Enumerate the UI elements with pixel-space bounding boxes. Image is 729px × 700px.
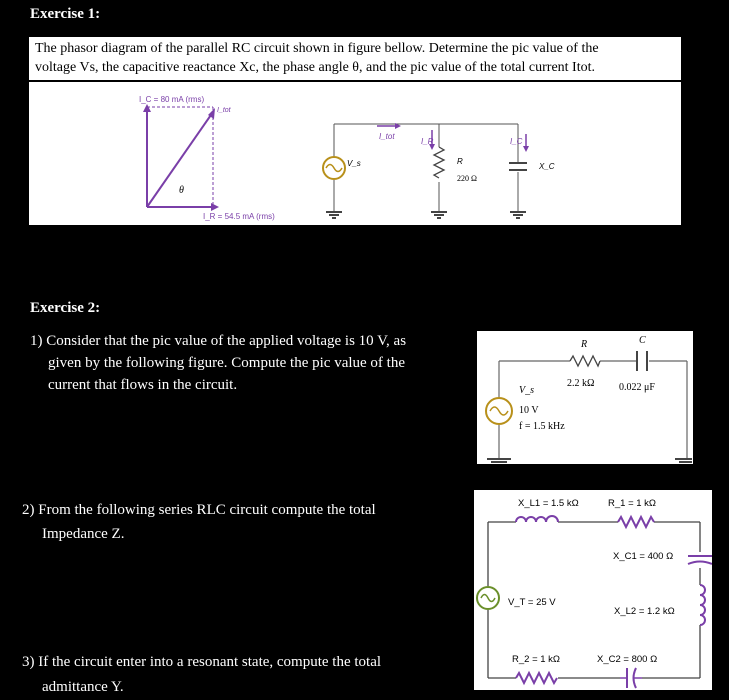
exercise-1-diagram — [29, 82, 681, 225]
question-2-line-2: Impedance Z. — [42, 526, 125, 542]
f-value: f = 1.5 kHz — [519, 421, 565, 432]
r1-label: R_1 = 1 kΩ — [608, 498, 657, 509]
ic-circuit-label: I_C — [510, 137, 523, 146]
resistor-r2 — [516, 673, 557, 683]
vs-label: V_s — [347, 159, 361, 168]
series-rc-circuit — [477, 331, 693, 464]
question-1-figure — [477, 331, 693, 464]
inductor-xl1 — [516, 516, 558, 522]
ic-phasor-label: I_C = 80 mA (rms) — [139, 95, 205, 104]
ground-symbols — [326, 212, 526, 218]
r2-label: R_2 = 1 kΩ — [512, 654, 561, 665]
c-label: C — [639, 335, 646, 346]
r-label: R — [457, 157, 463, 166]
series-rlc-figure — [474, 490, 712, 690]
series-rlc-circuit — [474, 490, 712, 690]
theta-label: θ — [179, 185, 184, 196]
vt-label: V_T = 25 V — [508, 597, 556, 608]
xl1-label: X_L1 = 1.5 kΩ — [518, 498, 579, 509]
xc2-label: X_C2 = 800 Ω — [597, 654, 658, 665]
resistor-r1 — [618, 517, 654, 527]
exercise-2-heading: Exercise 2: — [30, 300, 101, 316]
r-value-2: 2.2 kΩ — [567, 378, 595, 389]
exercise-1-heading: Exercise 1: — [30, 6, 101, 22]
xc1-label: X_C1 = 400 Ω — [613, 551, 674, 562]
v-value: 10 V — [519, 405, 539, 416]
question-1-line-3: current that flows in the circuit. — [48, 377, 238, 393]
itot-circuit-label: I_tot — [379, 132, 395, 141]
inductor-xl2 — [700, 585, 705, 625]
r-value: 220 Ω — [457, 174, 477, 183]
question-1-line-2: given by the following figure. Compute the pic value of the — [48, 355, 405, 371]
exercise-1-line-1: The phasor diagram of the parallel RC circuit shown in figure bellow. Determine the pic value of the — [35, 41, 599, 56]
exercise-1-line-2: voltage Vs, the capacitive reactance Xc, the phase angle θ, and the pic value of the total current Itot. — [35, 60, 595, 75]
question-3-line-1: 3) If the circuit enter into a resonant state, compute the total — [22, 654, 382, 670]
xc-label: X_C — [539, 162, 555, 171]
resistor-r — [434, 147, 444, 178]
vs-label-2: V_s — [519, 385, 534, 396]
question-2-line-1: 2) From the following series RLC circuit compute the total — [22, 502, 376, 518]
resistor-r-2k2 — [570, 356, 600, 366]
question-3-line-2: admittance Y. — [42, 679, 124, 695]
ir-circuit-label: I_R — [421, 137, 434, 146]
question-1-line-1: 1) Consider that the pic value of the applied voltage is 10 V, as — [30, 333, 407, 349]
exercise-1-statement-box — [29, 37, 681, 80]
ir-phasor-label: I_R = 54.5 mA (rms) — [203, 212, 275, 221]
phasor-diagram — [139, 95, 275, 221]
ground-symbols-2 — [487, 459, 692, 462]
r-label-2: R — [581, 339, 588, 350]
c-value: 0.022 μF — [619, 382, 655, 393]
itot-phasor-label: I_tot — [217, 107, 231, 114]
exercise-1-figure — [29, 82, 681, 225]
xl2-label: X_L2 = 1.2 kΩ — [614, 606, 675, 617]
